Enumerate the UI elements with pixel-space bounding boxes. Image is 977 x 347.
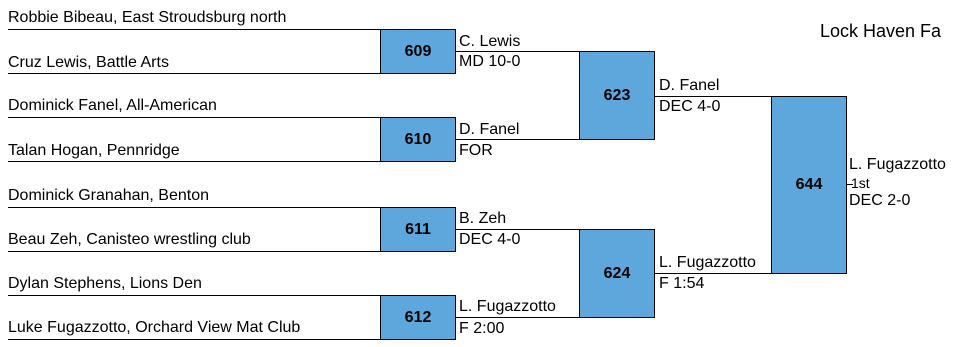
bout-number: 610: [404, 130, 432, 148]
bracket-line: [456, 317, 580, 318]
bracket-line: [456, 51, 580, 52]
bout-winner: D. Fanel: [459, 121, 520, 138]
bracket-line: [456, 229, 580, 230]
bracket-line: [655, 96, 772, 97]
bracket-line: [8, 251, 381, 252]
bout-box[interactable]: [380, 207, 456, 252]
bout-result: FOR: [459, 142, 493, 159]
bout-number: 624: [603, 264, 631, 282]
champion-result: DEC 2-0: [849, 192, 911, 209]
bout-box[interactable]: [579, 51, 655, 140]
bout-winner: D. Fanel: [659, 77, 720, 94]
champion-name: L. Fugazzotto: [849, 156, 946, 173]
wrestler-entry: Robbie Bibeau, East Stroudsburg north: [8, 9, 287, 26]
bout-box[interactable]: [579, 229, 655, 318]
bracket-line: [8, 29, 381, 30]
bout-box[interactable]: [380, 29, 456, 74]
bout-box[interactable]: [771, 96, 847, 274]
bout-box[interactable]: [380, 117, 456, 162]
bout-winner: B. Zeh: [459, 210, 507, 227]
wrestler-entry: Luke Fugazzotto, Orchard View Mat Club: [8, 319, 301, 336]
bracket-line: [8, 339, 381, 340]
bout-result: MD 10-0: [459, 53, 521, 70]
bout-number: 644: [795, 176, 823, 193]
bout-number: 611: [405, 220, 431, 238]
wrestler-entry: Talan Hogan, Pennridge: [8, 142, 180, 159]
bracket-line: [8, 295, 381, 296]
bout-result: F 1:54: [659, 275, 705, 292]
event-title: Lock Haven Fa: [820, 21, 942, 41]
bout-number: 609: [404, 42, 432, 60]
bout-winner: C. Lewis: [459, 33, 521, 50]
wrestler-entry: Dylan Stephens, Lions Den: [8, 275, 202, 292]
bout-result: DEC 4-0: [459, 231, 521, 248]
bout-result: F 2:00: [459, 320, 505, 337]
wrestler-entry: Dominick Granahan, Benton: [8, 187, 209, 204]
champion-place: 1st: [851, 175, 870, 191]
bracket-line: [8, 73, 381, 74]
bout-winner: L. Fugazzotto: [659, 254, 756, 271]
bracket-line: [655, 273, 772, 274]
wrestler-entry: Dominick Fanel, All-American: [8, 97, 217, 114]
wrestler-entry: Cruz Lewis, Battle Arts: [8, 54, 169, 71]
bout-number: 623: [603, 86, 631, 104]
bracket-line: [456, 139, 580, 140]
wrestler-entry: Beau Zeh, Canisteo wrestling club: [8, 231, 251, 248]
bracket-line: [8, 207, 381, 208]
bracket-line: [8, 161, 381, 162]
bout-number: 612: [404, 308, 432, 326]
bracket-line: [8, 117, 381, 118]
bout-box[interactable]: [380, 295, 456, 340]
bout-winner: L. Fugazzotto: [459, 298, 556, 315]
bout-result: DEC 4-0: [659, 98, 721, 115]
